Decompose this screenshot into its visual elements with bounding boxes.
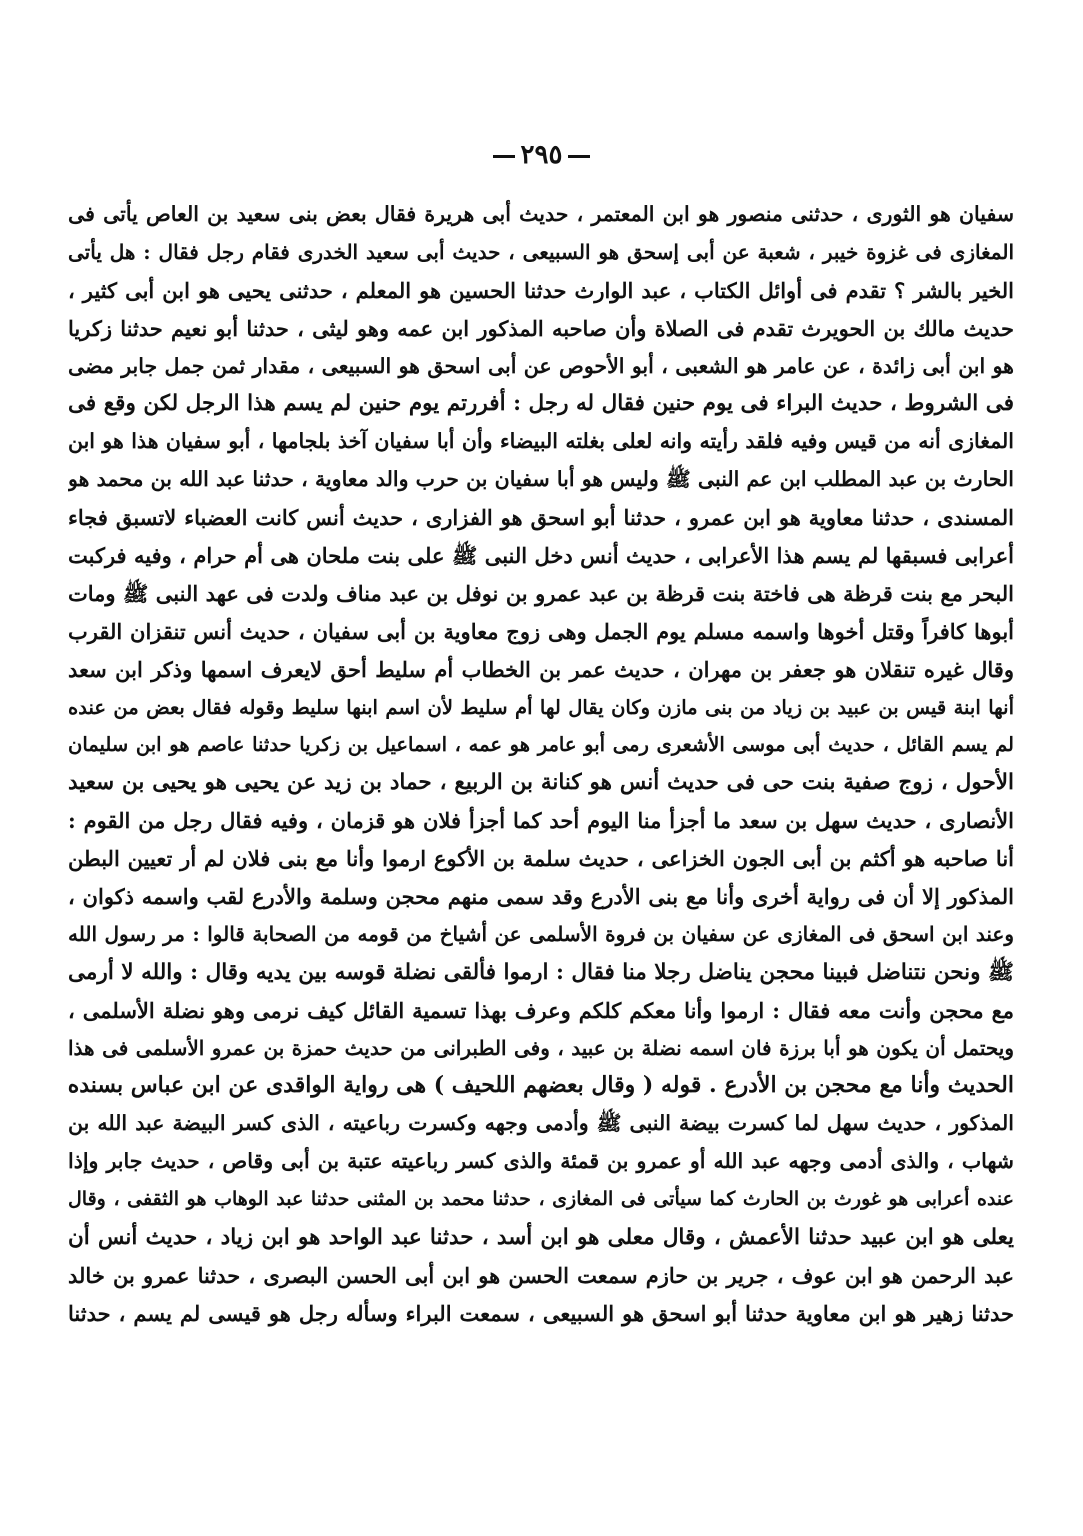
text-line: المذكور إلا أن فى رواية أخرى وأنا مع بنى الأدرع وقد سمى منهم محجن وسلمة والأدرع لقب واسمه ذكوان ، — [68, 884, 1014, 910]
text-line: شهاب ، والذى أدمى وجهه عبد الله أو عمرو بن قمئة والذى كسر رباعيته عتبة بن أبى وقاص ، حديث جابر وإذا — [68, 1149, 1014, 1174]
text-line: ﷺ ونحن نتناضل فبينا محجن يناضل رجلا منا فقال : ارموا فألقى نضلة قوسه بين يديه وقال : والله لا أرمى — [68, 959, 1014, 985]
text-line: لم يسم القائل ، حديث أبى موسى الأشعرى رمى أبو عامر هو عمه ، اسماعيل بن زكريا حدثنا عاصم هو ابن سليمان — [68, 733, 1014, 757]
text-line: الخير بالشر ؟ تقدم فى أوائل الكتاب ، عبد الوارث حدثنا الحسين هو المعلم ، حدثنى يحيى هو ابن أبى كثير ، — [68, 277, 1014, 303]
text-line: المذكور ، حديث سهل لما كسرت بيضة النبى ﷺ وأدمى وجهه وكسرت رباعيته ، الذى كسر البيضة عبد الله بن — [68, 1111, 1014, 1136]
text-line: الحارث بن عبد المطلب ابن عم النبى ﷺ وليس هو أبا سفيان بن حرب والد معاوية ، حدثنا عبد الله بن محمد هو — [68, 467, 1014, 492]
text-line: أنا صاحبه هو أكثم بن أبى الجون الخزاعى ، حديث سلمة بن الأكوع ارموا وأنا مع بنى فلان لم أر تعيين البطن — [68, 846, 1014, 872]
text-line: أنها ابنة قيس بن عبيد بن زياد من بنى مازن وكان يقال لها أم سليط لأن اسم ابنها سليط وقوله فقال بعض من عنده — [68, 695, 1014, 719]
text-line: الأنصارى ، حديث سهل بن سعد ما أجزأ منا اليوم أحد كما أجزأ فلان هو قزمان ، وفيه فقال رجل من القوم : — [68, 808, 1014, 834]
text-line: يعلى هو ابن عبيد حدثنا الأعمش ، وقال معلى هو ابن أسد ، حدثنا عبد الواحد هو ابن زياد ، حديث أنس أن — [68, 1225, 1014, 1251]
dash-ornament — [493, 155, 515, 158]
text-line: وقال غيره تنقلان هو جعفر بن مهران ، حديث عمر بن الخطاب أم سليط أحق لايعرف اسمها وذكر ابن سعد — [68, 656, 1014, 682]
text-line: المغازى فى غزوة خيبر ، شعبة عن أبى إسحق هو السبيعى ، حديث أبى سعيد الخدرى فقام رجل فقال : هل يأتى — [68, 239, 1014, 264]
text-line: فى الشروط ، حديث البراء فى يوم حنين فقال له رجل : أفررتم يوم حنين لم يسم هذا الرجل لكن وقع فى — [68, 391, 1014, 417]
text-line: أعرابى فسبقها لم يسم هذا الأعرابى ، حديث أنس دخل النبى ﷺ على بنت ملحان هى أم حرام ، وفيه فركبت — [68, 543, 1014, 569]
text-line: المغازى أنه من قيس وفيه فلقد رأيته وانه لعلى بغلته البيضاء وأن أبا سفيان آخذ بلجامها ، أبو سفيان هذا هو ابن — [68, 429, 1014, 454]
text-line: هو ابن أبى زائدة ، عن عامر هو الشعبى ، أبو الأحوص عن أبى اسحق هو السبيعى ، مقدار ثمن جمل جابر مضى — [68, 353, 1014, 378]
text-line: حديث مالك بن الحويرث تقدم فى الصلاة وأن صاحبه المذكور ابن عمه وهو ليثى ، حدثنا أبو نعيم حدثنا زكريا — [68, 315, 1014, 341]
text-line: المسندى ، حدثنا معاوية هو ابن عمرو ، حدثنا أبو اسحق هو الفزارى ، حديث أنس كانت العضباء لاتسبق فجاء — [68, 505, 1014, 531]
text-line: عبد الرحمن هو ابن عوف ، جرير بن حازم سمعت الحسن هو ابن أبى الحسن البصرى ، حدثنا عمرو بن خالد — [68, 1262, 1014, 1288]
page-number — [0, 140, 1083, 170]
text-line: حدثنا زهير هو ابن معاوية حدثنا أبو اسحق هو السبيعى ، سمعت البراء وسأله رجل هو قيسى لم يسم ، حدثنا — [68, 1300, 1014, 1326]
page-number-text: ٢٩٥ — [520, 140, 563, 170]
text-line: وعند ابن اسحق فى المغازى عن سفيان بن فروة الأسلمى عن أشياخ من قومه من الصحابة قالوا : مر رسول الله — [68, 921, 1014, 946]
text-line: عنده أعرابى هو غورث بن الحارث كما سيأتى فى المغازى ، حدثنا محمد بن المثنى حدثنا عبد الوهاب هو الثقفى ، وقال — [68, 1188, 1014, 1211]
text-line: مع محجن وأنت معه فقال : ارموا وأنا معكم كلكم وعرف بهذا تسمية القائل كيف نرمى وهو نضلة الأسلمى ، — [68, 997, 1014, 1023]
text-line: الأحول ، زوج صفية بنت حى فى حديث أنس هو كنانة بن الربيع ، حماد بن زيد عن يحيى هو يحيى بن سعيد — [68, 770, 1014, 796]
text-line: ويحتمل أن يكون هو أبا برزة فان اسمه نضلة بن عبيد ، وفى الطبرانى من حديث حمزة بن عمرو الأسلمى فى هذا — [68, 1035, 1014, 1060]
text-line: الحديث وأنا مع محجن بن الأدرع . قوله ( وقال بعضهم اللحيف ) هى رواية الواقدى عن ابن عباس بسنده — [68, 1072, 1014, 1099]
text-line: البحر مع بنت قرظة هى فاختة بنت قرظة بن عبد عمرو بن نوفل بن عبد مناف ولدت فى عهد النبى ﷺ ومات — [68, 580, 1014, 606]
dash-ornament — [568, 155, 590, 158]
body-text — [68, 196, 1014, 1333]
text-line: أبوها كافراً وقتل أخوها واسمه مسلم يوم الجمل وهى زوج معاوية بن أبى سفيان ، حديث أنس تنقزان القرب — [68, 618, 1014, 644]
text-line: سفيان هو الثورى ، حدثنى منصور هو ابن المعتمر ، حديث أبى هريرة فقال بعض بنى سعيد بن العاص يأتى فى — [68, 202, 1014, 226]
